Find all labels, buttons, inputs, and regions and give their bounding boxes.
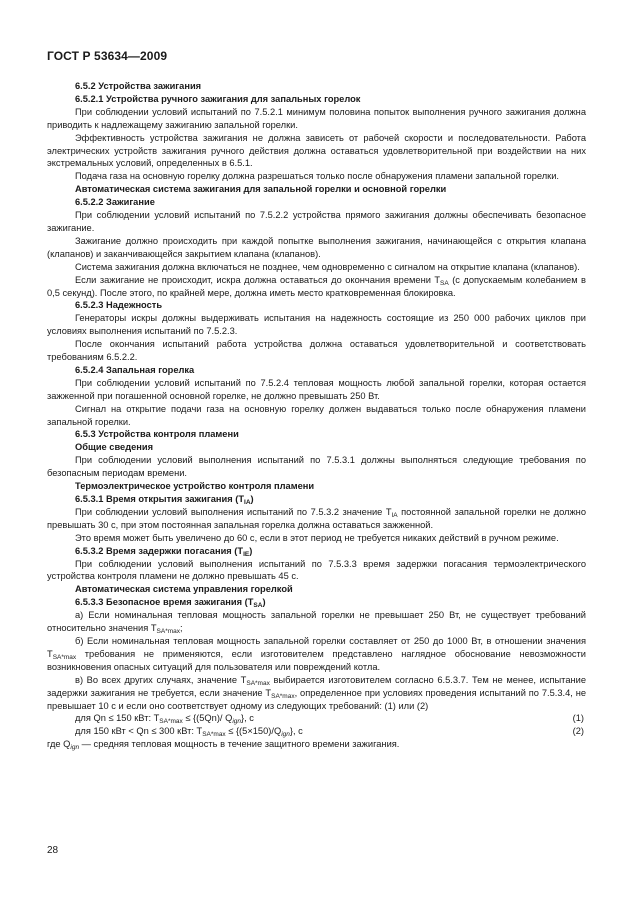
subsection-heading: Общие сведения [75, 442, 154, 453]
paragraph: Генераторы искры должны выдерживать испытания на надежность состоящие из 250 000 рабочих циклов при условиях выполнения испытаний по 7.5.2.3. [47, 313, 586, 337]
paragraph: При соблюдении условий выполнения испытаний по 7.5.3.2 значение $T_{IA}$ постоянной запальной горелки не должно превышать 30 с, при этом постоянная запальная горелка должна оставаться зажженной. [47, 506, 586, 530]
section-heading: 6.5.3 Устройства контроля пламени [75, 429, 239, 440]
document-header: ГОСТ Р 53634—2009 [47, 49, 168, 63]
subsection-heading: 6.5.3.3 Безопасное время зажигания $(T_{SA})$ [75, 597, 266, 610]
paragraph: Подача газа на основную горелку должна разрешаться только после обнаружения пламени запальной горелки. [75, 171, 560, 182]
paragraph: При соблюдении условий испытаний по 7.5.2.4 тепловая мощность любой запальной горелки, которая остается зажженной при погашенной основной горелке, не должно превышать 250 Вт. [47, 377, 586, 401]
subsection-heading: Автоматическая система управления горелкой [75, 584, 293, 595]
document-body [47, 80, 586, 751]
page-number: 28 [47, 845, 59, 856]
subsection-heading: 6.5.2.4 Запальная горелка [75, 364, 195, 375]
formula-number: (1) [572, 713, 584, 724]
paragraph: Зажигание должно происходить при каждой попытке выполнения зажигания, начинающейся с открытия клапана (клапанов) и заканчивающейся закрытием клапана (клапанов). [47, 235, 586, 259]
paragraph: Если зажигание не происходит, искра должна оставаться до окончания времени $T_{SA}$ (с допускаемым колебанием в 0,5 секунд). После этого, по крайней мере, должна иметь место кратковременная блокировка. [47, 274, 586, 298]
section-heading: 6.5.2 Устройства зажигания [75, 81, 202, 91]
subsection-heading: 6.5.2.3 Надежность [75, 300, 163, 311]
paragraph: а) Если номинальная тепловая мощность запальной горелки не превышает 250 Вт, не существует требований относительно значения $T_{SA*max}$; [47, 610, 586, 636]
subsection-heading: 6.5.3.2 Время задержки погасания $(T_{IE})$ [75, 545, 253, 558]
paragraph: При соблюдении условий выполнения испытаний по 7.5.3.1 должны выполняться следующие требования по безопасным периодам времени. [47, 455, 586, 479]
subsection-heading: 6.5.2.1 Устройства ручного зажигания для запальных горелок [75, 93, 361, 104]
paragraph: Эффективность устройства зажигания не должна зависеть от рабочей скорости и последовательности. Работа электрических устройств зажигания ручного действия должна оставаться удовлетворительной при воздействии на них экстремальных условий, определенных в 6.5.1. [47, 132, 586, 169]
subsection-heading: Автоматическая система зажигания для запальной горелки и основной горелки [75, 184, 447, 195]
subsection-heading: 6.5.2.2 Зажигание [75, 197, 155, 208]
paragraph: При соблюдении условий испытаний по 7.5.2.1 минимум половина попыток выполнения ручного зажигания должна приводить к надлежащему зажиганию запальной горелки. [47, 106, 586, 130]
formula-1 [47, 712, 586, 725]
paragraph: где $Q_{ign}$ — средняя тепловая мощность в течение защитного времени зажигания. [47, 739, 400, 752]
paragraph: При соблюдении условий испытаний по 7.5.2.2 устройства прямого зажигания должны обеспечивать безопасное зажигание. [47, 210, 586, 233]
formula-expression: для 150 кВт < Qn ≤ 300 кВт: $T_{SA*max} \le \{(5\times 150)/Q_{ign}\}$, с [75, 726, 303, 739]
paragraph: Это время может быть увеличено до 60 с, если в этот период не требуется никаких действий в ручном режиме. [75, 532, 559, 543]
formula-expression: для Qn ≤ 150 кВт: $T_{SA*max} \le \{(5Qn)/$ $Q_{ign}$}, с [75, 713, 254, 726]
formula-2 [47, 725, 586, 738]
subsection-heading: 6.5.3.1 Время открытия зажигания $(T_{IA})$ [75, 494, 254, 506]
paragraph: При соблюдении условий выполнения испытаний по 7.5.3.3 время задержки погасания термоэлектрического устройства контроля пламени не должно превышать 45 с. [47, 558, 586, 582]
formula-number: (2) [572, 726, 584, 737]
paragraph: Сигнал на открытие подачи газа на основную горелку должен выдаваться только после обнаружения пламени запальной горелки. [47, 403, 586, 427]
paragraph: После окончания испытаний работа устройства должна оставаться удовлетворительной и соответствовать требованиям 6.5.2.2. [47, 339, 586, 363]
paragraph: в) Во всех других случаях, значение $T_{SA*max}$ выбирается изготовителем согласно 6.5.3.7. Тем не менее, испытание задержки зажигания не требуется, если значение $T_{SA*max}$, определенное при условиях проведения испытаний по 7.5.3.4, не превышает 10 с и если оно соответствует одному из следующих требований: (1) или (2) [47, 674, 587, 711]
paragraph: б) Если номинальная тепловая мощность запальной горелки составляет от 250 до 1000 Вт, в отношении значения $T_{SA*max}$ требования не применяются, если изготовителем представлено наглядное обоснование невозможности возникновения опасных ситуаций для пользователя или повреждений котла. [47, 635, 586, 672]
subsection-heading: Термоэлектрическое устройство контроля пламени [75, 481, 315, 492]
paragraph: Система зажигания должна включаться не позднее, чем одновременно с сигналом на открытие клапана (клапанов). [75, 261, 580, 272]
